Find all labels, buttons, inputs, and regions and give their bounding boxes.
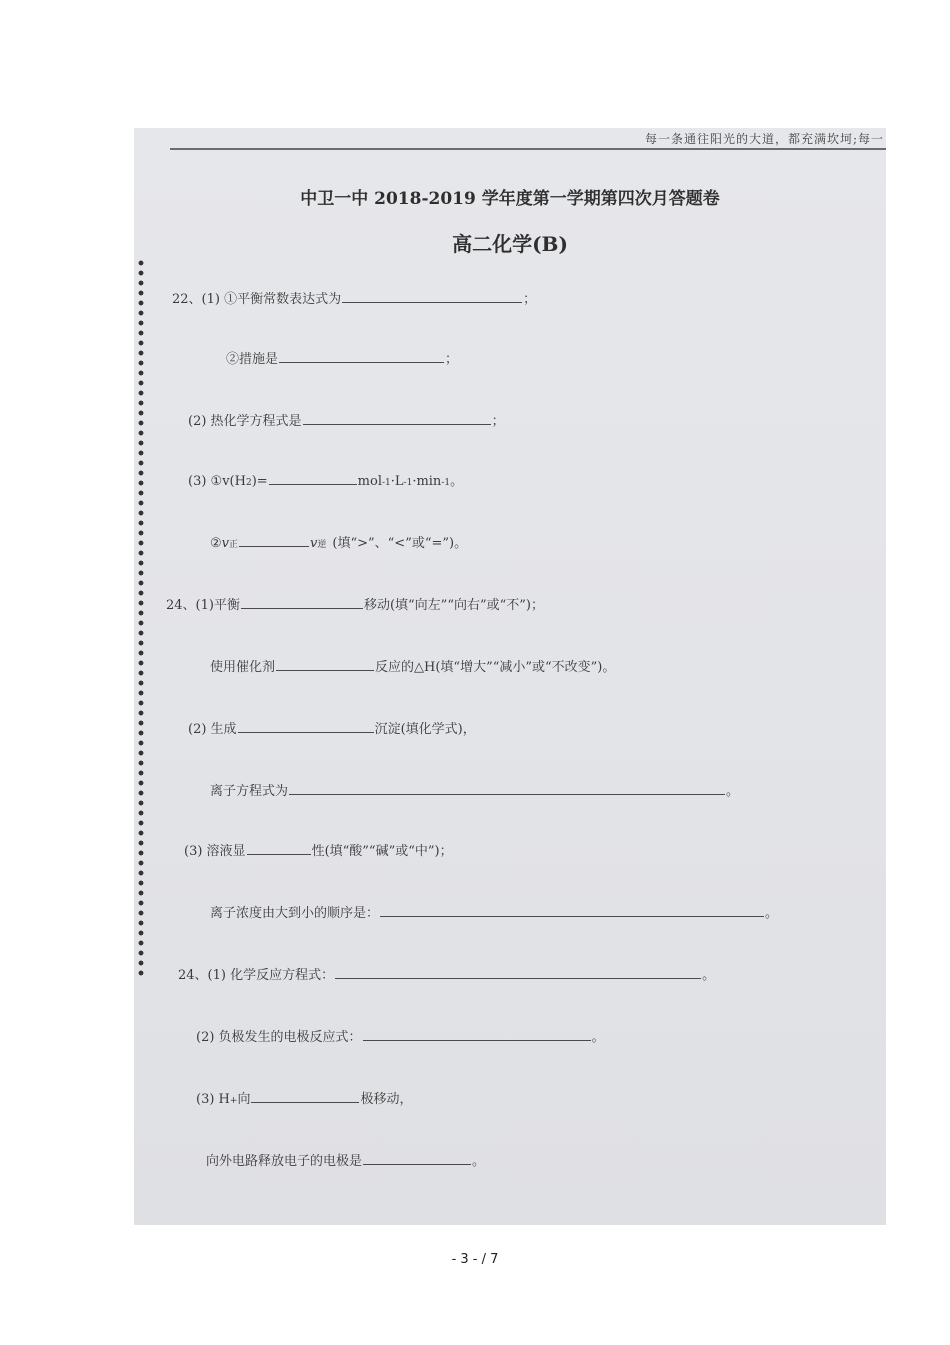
q22-1-line: 22、(1) ①平衡常数表达式为 ；: [172, 288, 536, 307]
q22-1b-line: ②措施是 ；: [226, 348, 458, 367]
q24a-1b-line: 使用催化剂 反应的△H(填“增大”“减小”或“不改变”)。: [210, 656, 615, 675]
answer-blank[interactable]: [238, 719, 374, 733]
scanned-answer-sheet: [134, 128, 886, 1225]
answer-blank[interactable]: [269, 471, 357, 485]
q22-3b-line: ② v 正 v 逆 (填“>”、“<”或“=”)。: [210, 532, 467, 551]
answer-blank[interactable]: [241, 595, 363, 609]
binding-margin: [136, 258, 146, 978]
q24a-2b-line: 离子方程式为 。: [210, 780, 739, 799]
q24a-1-line: 24、(1)平衡 移动(填“向左”“向右”或“不”)；: [166, 594, 544, 613]
answer-blank[interactable]: [342, 289, 522, 303]
q24b-2-line: (2) 负极发生的电极反应式： 。: [196, 1026, 605, 1045]
answer-blank[interactable]: [279, 349, 444, 363]
sheet-subtitle: 高二化学(B): [452, 232, 568, 256]
answer-blank[interactable]: [363, 1151, 471, 1165]
header-rule: [170, 148, 886, 150]
page-number: - 3 - / 7: [451, 1252, 499, 1267]
sheet-title: 中卫一中 2018-2019 学年度第一学期第四次月答题卷: [300, 189, 720, 209]
q24b-3b-line: 向外电路释放电子的电极是 。: [206, 1150, 485, 1169]
answer-blank[interactable]: [303, 411, 491, 425]
q24a-3-line: (3) 溶液显 性(填“酸”“碱”或“中”)；: [184, 840, 453, 859]
answer-blank[interactable]: [276, 657, 374, 671]
q24b-3-line: (3) H + 向 极移动，: [196, 1088, 412, 1107]
answer-blank[interactable]: [239, 533, 309, 547]
q22-2-line: (2) 热化学方程式是 ；: [188, 410, 505, 429]
q22-3a-line: (3) ①v(H 2 )= mol -1 ·L -1 ·min -1 。: [188, 470, 463, 489]
q24a-3b-line: 离子浓度由大到小的顺序是： 。: [210, 902, 778, 921]
header-motto: 每一条通往阳光的大道，都充满坎坷;每一: [644, 132, 884, 146]
answer-blank[interactable]: [251, 1089, 359, 1103]
q24a-2-line: (2) 生成 沉淀(填化学式)，: [188, 718, 476, 737]
answer-blank[interactable]: [380, 903, 764, 917]
answer-blank[interactable]: [335, 965, 701, 979]
answer-blank[interactable]: [247, 841, 311, 855]
answer-blank[interactable]: [363, 1027, 591, 1041]
q24b-1-line: 24、(1) 化学反应方程式： 。: [178, 964, 715, 983]
answer-blank[interactable]: [289, 781, 725, 795]
